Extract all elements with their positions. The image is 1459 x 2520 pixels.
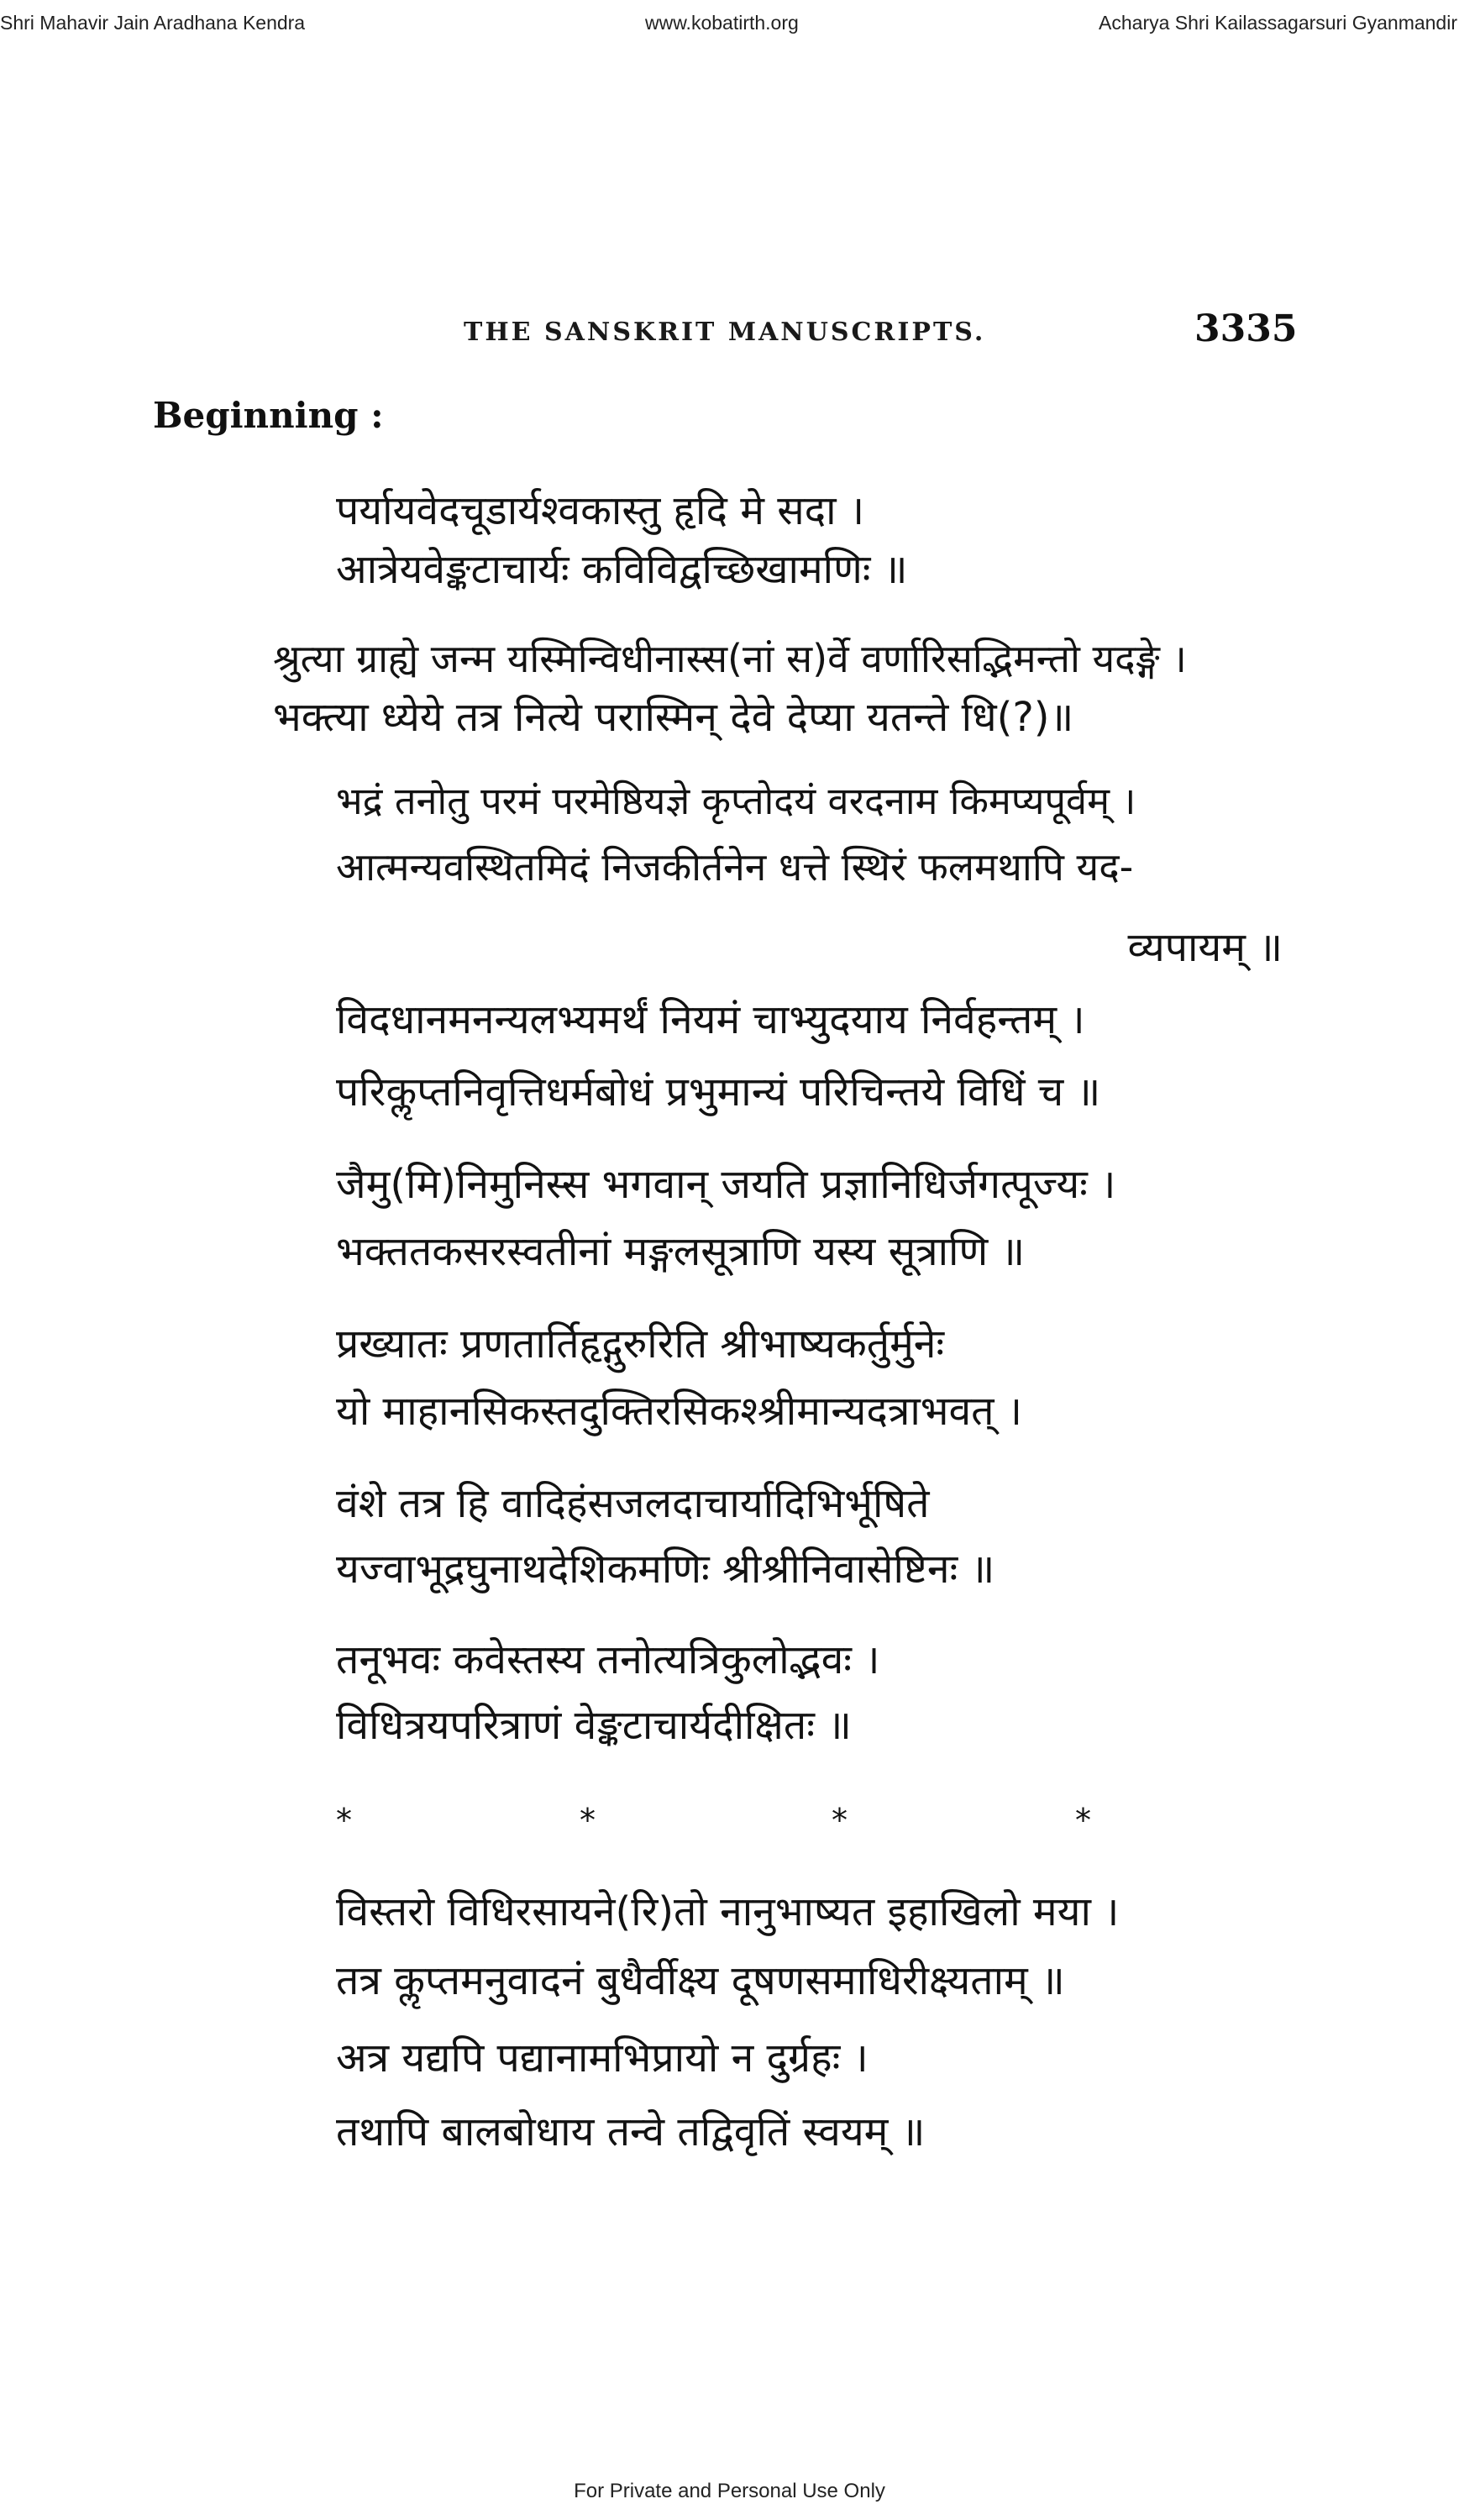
archive-website: www.kobatirth.org — [645, 12, 799, 34]
verse-line-18: विस्तरो विधिरसायने(रि)तो नानुभाष्यत इहाखिलो मया । — [336, 1888, 1120, 1935]
verse-line-14: वंशे तत्र हि वादिहंसजलदाचार्यादिभिर्भूषिते — [336, 1480, 930, 1527]
separator-star: * — [580, 1802, 596, 1839]
verse-line-9: परिकॢप्तनिवृत्तिधर्मबोधं प्रभुमान्यं परिचिन्तये विधिं च ॥ — [336, 1068, 1101, 1116]
verse-line-3: श्रुत्या ग्राह्ये जन्म यस्मिन्विधीनास्स(नां स)र्वे वर्णारिसद्भिमन्तो यदङ्गे । — [273, 636, 1187, 681]
verse-line-13: यो माहानसिकस्तदुक्तिरसिकश्श्रीमान्यदत्राभवत् । — [336, 1388, 1022, 1435]
verse-line-15: यज्वाभूद्रघुनाथदेशिकमणिः श्रीश्रीनिवासेष्टिनः ॥ — [336, 1546, 995, 1593]
verse-line-5: भद्रं तनोतु परमं परमेष्ठियज्ञे कृप्तोदयं वरदनाम किमप्यपूर्वम् । — [336, 779, 1136, 823]
verse-line-17: विधित्रयपरित्राणं वेङ्कटाचार्यदीक्षितः ॥ — [336, 1702, 852, 1749]
separator-star: * — [832, 1802, 848, 1839]
section-label: Beginning : — [153, 395, 384, 436]
separator-star: * — [1075, 1802, 1091, 1839]
running-head: THE SANSKRIT MANUSCRIPTS. — [464, 318, 986, 347]
verse-line-4: भक्त्या ध्येये तत्र नित्ये परास्मिन् देवे देप्या यतन्ते धि(?)॥ — [273, 694, 1074, 741]
verse-line-19: तत्र कॢप्तमनुवादनं बुधैर्वीक्ष्य दूषणसमाधिरीक्ष्यताम् ॥ — [336, 1957, 1065, 2004]
verse-line-2: आत्रेयवेङ्कटाचार्यः कविविद्वच्छिखामणिः ॥ — [336, 546, 908, 593]
verse-line-6: आत्मन्यवस्थितमिदं निजकीर्तनेन धत्ते स्थिरं फलमथापि यद- — [336, 844, 1134, 890]
verse-line-8: विदधानमनन्यलभ्यमर्थं नियमं चाभ्युदयाय निर्वहन्तम् । — [336, 996, 1085, 1043]
archive-header — [0, 12, 1459, 40]
verse-line-11: भक्ततकसरस्वतीनां मङ्गलसूत्राणि यस्य सूत्राणि ॥ — [336, 1228, 1026, 1275]
verse-line-21: तथापि बालबोधाय तन्वे तद्विवृतिं स्वयम् ॥ — [336, 2108, 926, 2155]
verse-line-10: जैमु(मि)निमुनिस्स भगवान् जयति प्रज्ञानिधिर्जगत्पूज्यः । — [336, 1161, 1116, 1208]
verse-line-1: पर्यायवेदचूडार्यश्वकास्तु हृदि मे सदा । — [336, 487, 865, 534]
verse-line-20: अत्र यद्यपि पद्यानामभिप्रायो न दुर्ग्रहः । — [336, 2034, 869, 2082]
page-number: 3335 — [1194, 307, 1298, 350]
verse-line-7: व्यपायम् ॥ — [1127, 924, 1283, 971]
verse-line-16: तनूभवः कवेस्तस्य तनोत्यत्रिकुलोद्भवः । — [336, 1636, 880, 1683]
archive-name-right: Acharya Shri Kailassagarsuri Gyanmandir — [1099, 12, 1457, 34]
section-separator — [0, 1802, 1459, 1839]
archive-name-left: Shri Mahavir Jain Aradhana Kendra — [0, 12, 306, 34]
separator-star: * — [336, 1802, 352, 1839]
verse-line-12: प्रख्यातः प्रणतार्तिहृद्गुरुरिति श्रीभाष्यकर्तुर्मुनेः — [336, 1320, 945, 1368]
footer-notice: For Private and Personal Use Only — [574, 2480, 885, 2502]
